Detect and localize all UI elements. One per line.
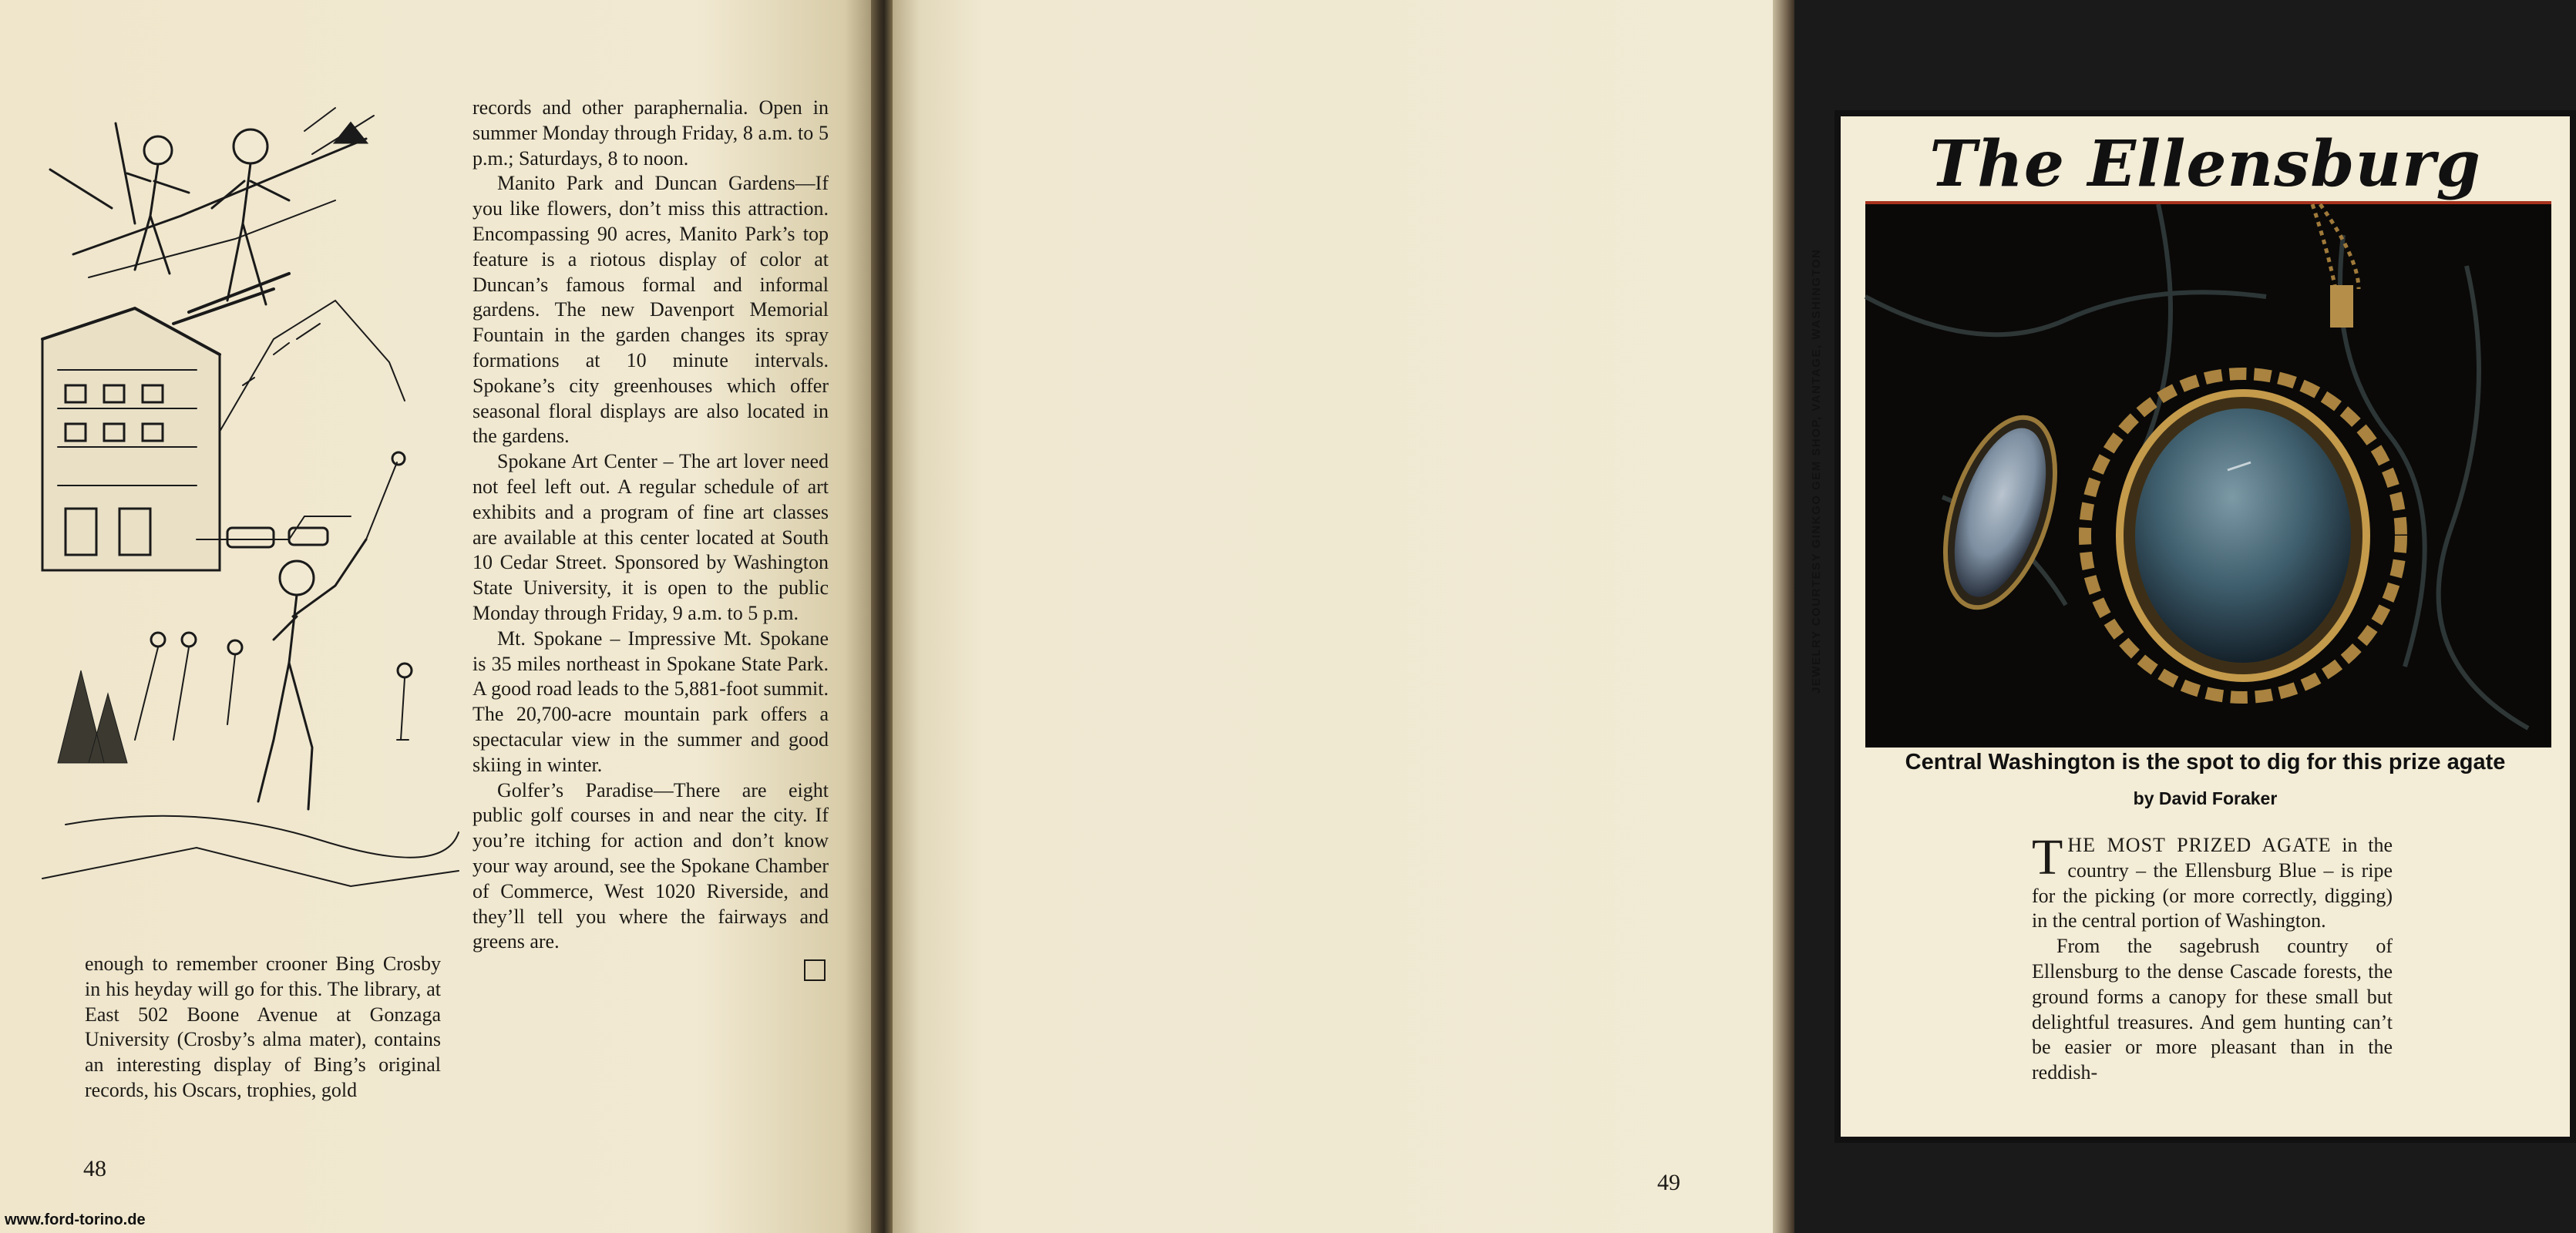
paragraph-golf: Golfer’s Paradise—There are eight public golf courses in and near the city. If you’re itching for action and don’t know your way around, see the Spokane Chamber of Commerce, West 1020 Riverside, and they’ll tell you where the fairways and greens are. — [472, 778, 829, 953]
lead-in: HE MOST PRIZED AGATE — [2067, 834, 2332, 856]
drop-cap: T — [2032, 829, 2063, 885]
left-page — [0, 0, 871, 1233]
travel-illustration — [42, 108, 459, 917]
paragraph-art-center: Spokane Art Center – The art lover need not feel left out. A regular schedule of art exhibits and a program of fine art classes are available at this center located at South 10 Cedar Street. Sponsored by Washington State University, it is open to the public Monday through Friday, 9 a.m. to 5 p.m. — [472, 450, 829, 624]
page-number-left: 48 — [83, 1156, 106, 1181]
end-mark-icon — [804, 959, 826, 981]
paragraph: records and other paraphernalia. Open in summer Monday through Friday, 8 a.m. to 5 p.m.; Saturdays, 8 to noon. — [472, 96, 829, 170]
photo-credit: JEWELRY COURTESY GINKGO GEM SHOP, VANTAGE, WASHINGTON — [1810, 248, 1823, 694]
lead-text: in the country – the Ellensburg Blue – is ripe for the picking (or more correctly, digging) in the central portion of Washington. — [2032, 834, 2393, 932]
paragraph-mt-spokane: Mt. Spokane – Impressive Mt. Spokane is 35 miles northeast in Spokane State Park. A good road leads to the 5,881-foot summit. The 20,700-acre mountain park offers a spectacular view in the summer and good skiing in winter. — [472, 627, 829, 776]
paragraph: enough to remember crooner Bing Crosby in his heyday will go for this. The library, at East 502 Boone Avenue at Gonzaga University (Crosby’s alma mater), contains an interesting display of Bing’s original records, his Oscars, trophies, gold — [85, 952, 441, 1101]
paragraph-manito-park: Manito Park and Duncan Gardens—If you like flowers, don’t miss this attraction. Encompassing 90 acres, Manito Park’s top feature is a riotous display of color at Duncan’s famous formal and informal gardens. The new Davenport Memorial Fountain in the garden changes its spray formations at 10 minute intervals. Spokane’s city greenhouses which offer seasonal floral displays are also located in the gardens. — [472, 172, 829, 448]
watermark: www.ford-torino.de — [5, 1211, 146, 1228]
jewelry-photo — [1865, 201, 2551, 748]
article-subhead: Central Washington is the spot to dig for this prize agate — [1905, 750, 2506, 774]
article-title: The Ellensburg — [1929, 127, 2481, 201]
article-box — [1810, 110, 2576, 1143]
article-column-1 — [85, 952, 441, 1104]
jewelry-photo-image — [1865, 204, 2551, 744]
book-edge — [1773, 0, 1794, 1233]
paragraph: From the sagebrush country of Ellensburg to the dense Cascade forests, the ground forms a canopy for these small but delightful treasures. And gem hunting can’t be easier or more pleasant than in the reddish- — [2032, 935, 2393, 1084]
book-gutter — [871, 0, 893, 1233]
page-number-right: 49 — [1657, 1170, 1680, 1195]
article-body — [2032, 829, 2393, 1086]
article-byline: by David Foraker — [2133, 788, 2278, 808]
article-column-2 — [472, 96, 829, 981]
lead-paragraph — [2032, 829, 2393, 934]
right-page — [893, 0, 2506, 1233]
